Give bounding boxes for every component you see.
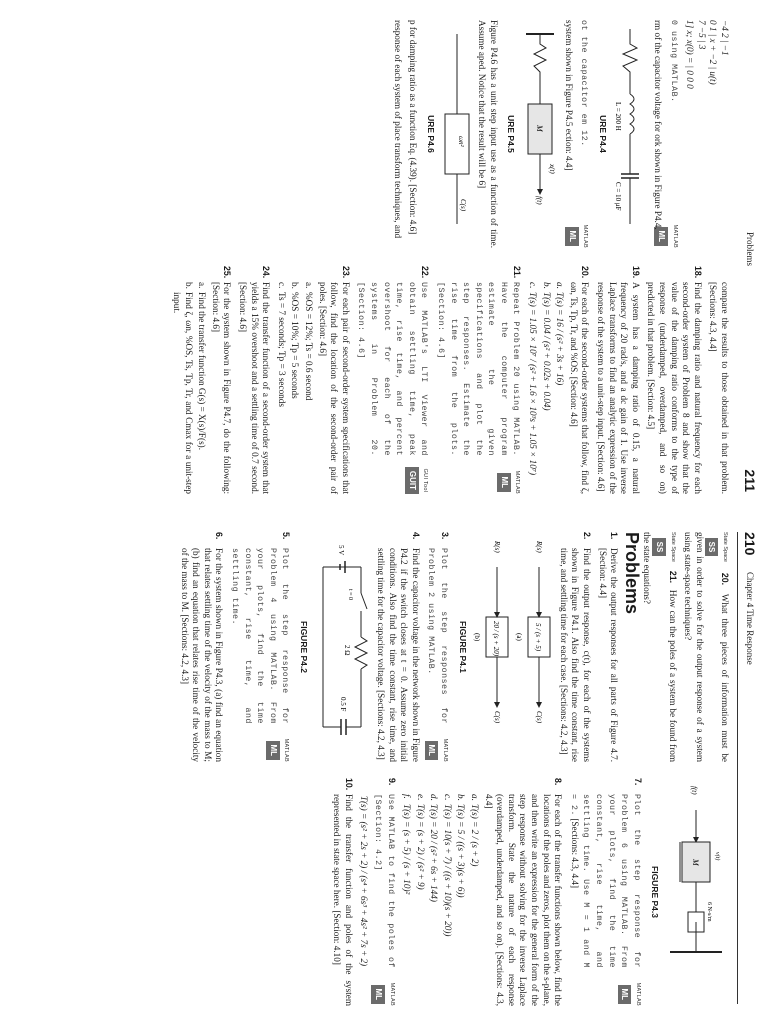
page-header bbox=[740, 0, 760, 512]
matlab-badge: MATLAB ML bbox=[371, 983, 396, 1006]
block-diagram bbox=[442, 24, 472, 244]
problem-19 bbox=[594, 266, 640, 494]
page-number: 211 bbox=[742, 469, 758, 492]
problem-number: 23. bbox=[340, 266, 351, 279]
problem-text: For each of the second-order systems that follow, find ζ, ωn, Ts, Tp, Tr, and %OS. [Section: 4.6] bbox=[568, 282, 591, 494]
problem-number: 24. bbox=[261, 266, 272, 279]
state-space-badge: State Space SS bbox=[652, 532, 677, 562]
problem-text: Use MATLAB's LTI Viewer and obtain settling time, peak time, rise time, and percent overshoot for each of the systems in Problem 20. [Section: 4.6] bbox=[356, 282, 429, 456]
figure-caption: FIGURE P4.3 bbox=[650, 866, 661, 918]
svg-text:C = 10 μF: C = 10 μF bbox=[614, 182, 623, 211]
problem-number: 25. bbox=[222, 266, 233, 279]
svg-text:6 N-s/m: 6 N-s/m bbox=[706, 902, 712, 922]
svg-text:(a): (a) bbox=[515, 633, 524, 641]
review-question-21: State Space SS 21. How can the poles of a system be found from the state equations? bbox=[642, 532, 678, 763]
fragment-system: system shown in Figure P4.5 ection: 4.4] bbox=[563, 20, 574, 171]
problem-25 bbox=[170, 266, 232, 494]
problem-number: 22. bbox=[420, 266, 431, 279]
gui-tool-badge: GUI Tool GUIT bbox=[405, 467, 430, 494]
equation-8c: c. T(s) = 10(s + 7) / ((s + 10)(s + 20)) bbox=[442, 794, 453, 937]
problem-text: Find the transfer function of a second-order system that yields a 15% overshoot and a settling time of 0.7 second. [Section: 4.6] bbox=[238, 282, 272, 494]
problem-text: For the system shown in Figure P4.7, do the following: [Section: 4.6] bbox=[210, 282, 233, 494]
fragment-matlab: 0 using MATLAB. MATLAB ML bbox=[667, 20, 680, 248]
svg-text:t = 0: t = 0 bbox=[346, 589, 353, 601]
problem-8: 8. For each of the transfer functions shown below, find the locations of the poles and zeros, plot them on the s-plane, and then write an expression for the general form of the step response without solving for the inverse Laplace transform. State the nature of each response (overdamped, underdamped, and so on). [Sections: 4.3, 4.4] a. T(s) = 2 / (s + 2) b. T(s) = 5 / ((s + 3)(s + 6)) c. T(s) = 10(s + 7) / ((s + 10)(s + 20)) d. T(s) = 20 / (s² + 6s + 144) e. T(s) = (s + 2) / (s² + 9) f. T(s) = (s + 5) / (s + 10)² bbox=[402, 778, 564, 1006]
problem-7: 7. Plot the step response for Problem 6 using MATLAB. From your plots, find the time constant, rise time, and settling time. Use M = 1 and M = 2. [Sections: 4.3, 4.4] MATLAB ML bbox=[568, 778, 643, 1006]
svg-text:20 / (s + 20): 20 / (s + 20) bbox=[492, 621, 501, 657]
first-order-block-diagrams bbox=[473, 537, 553, 757]
problem-number: 21. bbox=[512, 266, 523, 279]
svg-text:v(t): v(t) bbox=[714, 852, 720, 861]
mass-damper-diagram bbox=[666, 782, 726, 1002]
equation-20a: a. T(s) = 16 / (s² + 3s + 16) bbox=[555, 282, 566, 386]
problem-17-continued: compare the results to those obtained in that problem. [Sections: 4.3, 4.4] bbox=[708, 282, 730, 494]
page-header bbox=[740, 512, 760, 1024]
column-problems-18-25 bbox=[166, 266, 730, 494]
problem-number: 19. bbox=[630, 266, 641, 279]
item-25b: b. Find ζ, ωn, %OS, Ts, Tp, Tr, and Cmax for a unit-step input. bbox=[172, 282, 194, 494]
running-title: Problems bbox=[745, 232, 755, 267]
state-matrix: −4 2 | −1 0 1 | x + −2 | u(t) 7 −5 | 3 1] x; x(0) = | 0 0 0 bbox=[685, 20, 730, 89]
fragment-unit-step: Figure P4.6 has a unit step input use as a function of time. Assume aped. Notice that the result will be 6] bbox=[477, 20, 499, 248]
svg-text:M: M bbox=[691, 859, 700, 866]
review-question-20: State Space SS 20. What three pieces of information must be given in order to solve for the output response of a system using state-space techniques? bbox=[683, 532, 730, 762]
equation-20b: b. T(s) = 0.04 / (s² + 0.02s + 0.04) bbox=[541, 282, 552, 411]
rc-circuit-diagram bbox=[315, 537, 371, 757]
column-cut-off bbox=[387, 20, 730, 248]
equation-8d: d. T(s) = 20 / (s² + 6s + 144) bbox=[429, 794, 440, 902]
svg-text:R(s): R(s) bbox=[535, 541, 544, 553]
figure-p4-3 bbox=[649, 778, 726, 1006]
problem-18 bbox=[645, 266, 703, 494]
fragment-repeat: ot the capacitor em 12. MATLAB ML bbox=[578, 20, 591, 248]
figure-caption: FIGURE P4.1 bbox=[457, 621, 468, 673]
svg-text:5 V: 5 V bbox=[336, 545, 345, 556]
figure-p4-5 bbox=[505, 20, 558, 248]
problem-number: 18. bbox=[692, 266, 703, 279]
problem-23 bbox=[275, 266, 351, 494]
running-title: Chapter 4 Time Response bbox=[745, 572, 755, 665]
matlab-badge: MATLAB ML bbox=[266, 739, 291, 762]
rlc-network-diagram bbox=[613, 24, 647, 244]
svg-text:L = 200 H: L = 200 H bbox=[614, 102, 623, 131]
matlab-badge: MATLAB ML bbox=[654, 225, 679, 248]
matlab-badge: MATLAB ML bbox=[425, 739, 450, 762]
problem-5: 5. Plot the step response for Problem 4 using MATLAB. From your plots, find the time constant, rise time, and settling time. MATLAB ML bbox=[229, 532, 292, 762]
fragment-capacitor: rm of the capacitor voltage for ork shown in Figure P4.4. bbox=[653, 20, 664, 230]
fragment-damping: p for damping ratio as a function Eq. (4.39). [Section: 4.6] bbox=[408, 20, 419, 235]
fragment-response: response of each system of place transform techniques, and bbox=[392, 20, 403, 239]
problem-text: Repeat Problem 20 using MATLAB. Have the computer program estimate the given specifications and plot the step responses. Estimate the rise time from the plots. [Section: 4.6] bbox=[435, 282, 521, 456]
svg-text:(b): (b) bbox=[473, 633, 482, 642]
column-problems-7-10 bbox=[327, 778, 730, 1006]
problem-4: 4. Find the capacitor voltage in the network shown in Figure P4.2 if the switch closes at t = 0. Assume zero initial conditions. Also find the time constant, rise time, and settling time for the capacitor voltage. [Sections: 4.2, 4.3] bbox=[376, 532, 421, 762]
svg-text:0.5 F: 0.5 F bbox=[338, 697, 347, 712]
svg-text:M: M bbox=[535, 125, 545, 132]
equation-8e: e. T(s) = (s + 2) / (s² + 9) bbox=[415, 794, 426, 890]
problem-10: 10. Find the transfer function and poles of the system represented in state space here. [Section: 4.10] bbox=[332, 778, 354, 1006]
problem-text: A system has a damping ratio of 0.15, a natural frequency of 20 rad/s, and a dc gain of 1. Use inverse Laplace transforms to find an analytic expression of the response of the system to a unit-step input. [Section: 4.6] bbox=[596, 282, 641, 494]
svg-text:5 / (s + 5): 5 / (s + 5) bbox=[534, 623, 543, 652]
state-space-badge: State Space SS bbox=[705, 532, 730, 562]
problem-number: 20. bbox=[580, 266, 591, 279]
mass-spring-diagram bbox=[522, 24, 558, 244]
problem-2: 2. Find the output response, c(t), for each of the systems shown in Figure P4.1. Also find the time constant, rise time, and settling time for each case. [Sections: 4.2, 4.3] bbox=[558, 532, 593, 762]
equation-8a: a. T(s) = 2 / (s + 2) bbox=[470, 794, 481, 867]
column-problems-1-6 bbox=[174, 532, 730, 762]
item-23c: c. Ts = 7 seconds; Tp = 3 seconds bbox=[276, 282, 287, 407]
equation-9: T(s) = (s² + 2s + 2) / (s⁴ + 6s³ + 4s² + 7s + 2) bbox=[359, 795, 370, 967]
matlab-badge: MATLAB ML bbox=[618, 983, 643, 1006]
figure-caption: URE P4.5 bbox=[506, 115, 517, 153]
svg-text:f(t): f(t) bbox=[535, 196, 544, 205]
figure-p4-4 bbox=[596, 20, 647, 248]
matlab-badge: MATLAB ML bbox=[497, 471, 522, 494]
item-25a: a. Find the transfer function G(s) = X(s)/F(s). bbox=[197, 282, 208, 451]
problem-text: For each pair of second-order system specifications that follow, find the location of the second-order pair of poles. [Section: 4.6] bbox=[317, 282, 351, 494]
item-23a: a. %OS = 12%; Ts = 0.6 second bbox=[304, 282, 314, 401]
matlab-badge: MATLAB ML bbox=[565, 225, 590, 248]
equation-8f: f. T(s) = (s + 5) / (s + 10)² bbox=[402, 794, 413, 895]
problem-22 bbox=[355, 266, 431, 494]
figure-caption: FIGURE P4.2 bbox=[298, 621, 309, 673]
problem-9: 9. Use MATLAB to find the poles of [Section: 4.2] MATLAB ML T(s) = (s² + 2s + 2) / (s⁴ + 6s³ + 4s² + 7s + 2) bbox=[359, 778, 397, 1006]
figure-p4-2 bbox=[297, 532, 370, 762]
figure-caption: URE P4.4 bbox=[597, 115, 608, 153]
svg-text:C(s): C(s) bbox=[493, 711, 502, 724]
svg-text:R(s): R(s) bbox=[493, 541, 502, 553]
svg-text:C(s): C(s) bbox=[458, 199, 467, 212]
problem-24 bbox=[236, 266, 271, 494]
svg-text:C(s): C(s) bbox=[535, 711, 544, 724]
problem-20 bbox=[527, 266, 591, 494]
problem-text: Find the damping ratio and natural frequency for each second-order system of Problem 8 and show that the value of the damping ratio conforms to the type of response (underdamped, overdamped, and so on) predicted in that problem. [Section: 4.5] bbox=[646, 282, 703, 494]
problem-6: 6. For the system shown in Figure P4.3, (a) find an equation that relates settling time of the velocity of the mass to M; (b) find an equation that relates rise time of the velocity of the mass to M. [Sections: 4.2, 4.3] bbox=[179, 532, 225, 762]
header-rule bbox=[737, 532, 738, 1004]
problem-21 bbox=[434, 266, 522, 494]
page-number: 210 bbox=[742, 532, 758, 556]
equation-20c: c. T(s) = 1.05 × 10⁷ / (s² + 1.6 × 10³s + 1.05 × 10⁷) bbox=[528, 282, 539, 476]
equation-8b: b. T(s) = 5 / ((s + 3)(s + 6)) bbox=[456, 794, 467, 898]
svg-text:x(t): x(t) bbox=[548, 164, 557, 174]
svg-text:ωn²: ωn² bbox=[456, 136, 465, 147]
svg-text:2 Ω: 2 Ω bbox=[342, 645, 351, 656]
problem-1: 1. Derive the output responses for all parts of Figure 4.7. [Section: 4.4] bbox=[597, 532, 620, 762]
page-210 bbox=[0, 512, 768, 1024]
figure-p4-1 bbox=[456, 532, 553, 762]
figure-caption: URE P4.6 bbox=[426, 115, 437, 153]
problems-heading: Problems bbox=[621, 532, 642, 615]
svg-text:f(t): f(t) bbox=[690, 786, 698, 795]
item-23b: b. %OS = 10%; Tp = 5 seconds bbox=[290, 282, 301, 399]
problem-3: 3. Plot the step responses for Problem 2 using MATLAB. MATLAB ML bbox=[426, 532, 451, 762]
figure-p4-6 bbox=[425, 20, 472, 248]
